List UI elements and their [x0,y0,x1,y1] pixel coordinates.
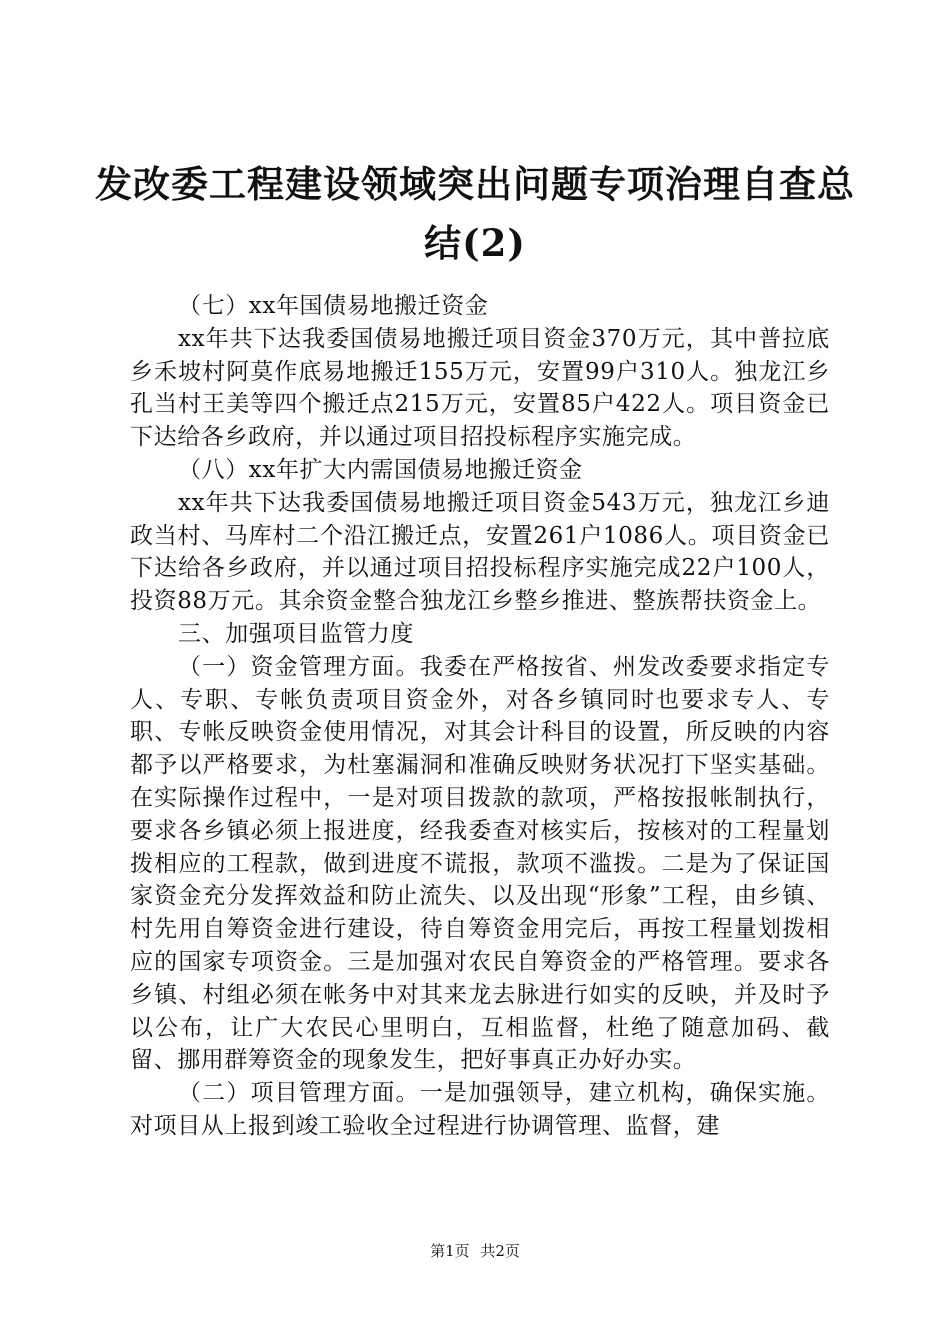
paragraph-8-body: xx年共下达我委国债易地搬迁项目资金543万元，独龙江乡迪政当村、马库村二个沿江搬迁点，安置261户1086人。项目资金已下达给各乡政府，并以通过项目招投标程序实施完成22户100人，投资88万元。其余资金整合独龙江乡整乡推进、整族帮扶资金上。 [130,489,830,615]
document-title-line-2: 结(2) [424,221,526,265]
document-body [130,290,830,1143]
section-heading-7: （七）xx年国债易地搬迁资金 [178,293,489,319]
section-heading-8: （八）xx年扩大内需国债易地搬迁资金 [178,456,583,483]
paragraph-7-body: xx年共下达我委国债易地搬迁项目资金370万元，其中普拉底乡禾坡村阿莫作底易地搬迁155万元，安置99户310人。独龙江乡孔当村王美等四个搬迁点215万元，安置85户422人。项目资金已下达给各乡政府，并以通过项目招投标程序实施完成。 [130,325,830,451]
section-heading-3: 三、加强项目监管力度 [178,620,414,647]
document-title-line-1: 发改委工程建设领域突出问题专项治理自查总 [95,162,855,206]
paragraph-fund-management: （一）资金管理方面。我委在严格按省、州发改委要求指定专人、专职、专帐负责项目资金外，对各乡镇同时也要求专人、专职、专帐反映资金使用情况，对其会计科目的设置，所反映的内容都予以严格要求，为杜塞漏洞和准确反映财务状况打下坚实基础。在实际操作过程中，一是对项目拨款的款项，严格按报帐制执行，要求各乡镇必须上报进度，经我委查对核实后，按核对的工程量划拨相应的工程款，做到进度不谎报，款项不滥拨。二是为了保证国家资金充分发挥效益和防止流失、以及出现“形象”工程，由乡镇、村先用自筹资金进行建设，待自筹资金用完后，再按工程量划拨相应的国家专项资金。三是加强对农民自筹资金的严格管理。要求各乡镇、村组必须在帐务中对其来龙去脉进行如实的反映，并及时予以公布，让广大农民心里明白，互相监督，杜绝了随意加码、截留、挪用群筹资金的现象发生，把好事真正办好办实。 [130,653,830,1074]
page-number: 第1页 [430,1242,470,1260]
page-total: 共2页 [480,1242,520,1260]
page-footer [0,1241,950,1261]
paragraph-project-management: （二）项目管理方面。一是加强领导，建立机构，确保实施。对项目从上报到竣工验收全过程进行协调管理、监督，建 [130,1080,830,1139]
